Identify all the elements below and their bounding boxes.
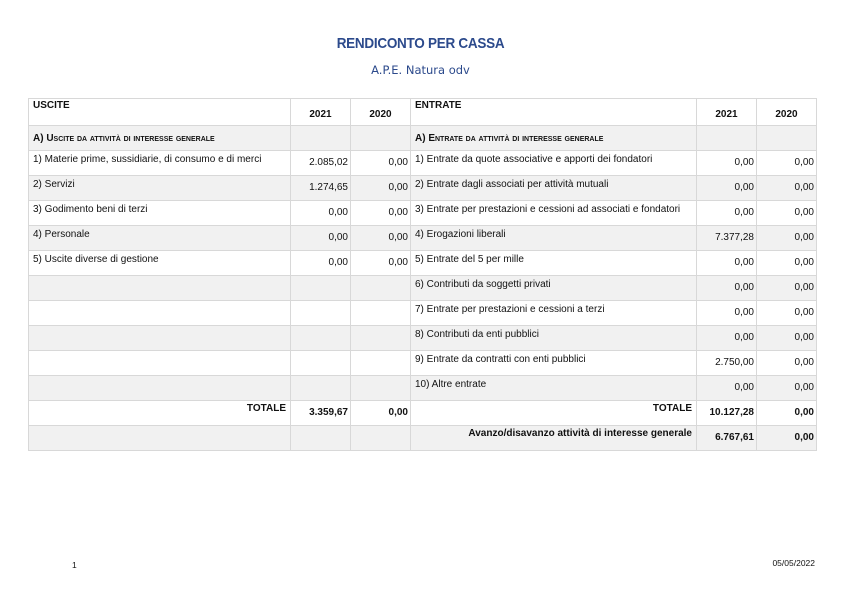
entrate-item-label: 8) Contributi da enti pubblici	[411, 326, 697, 351]
rendiconto-table-body	[29, 99, 817, 451]
entrate-item-label: 1) Entrate da quote associative e apporti dei fondatori	[411, 151, 697, 176]
document-date: 05/05/2022	[772, 558, 815, 568]
avanzo-2021: 6.767,61	[697, 426, 757, 451]
entrate-header: ENTRATE	[411, 99, 697, 126]
entrate-section-label	[411, 126, 697, 151]
uscite-item-2020: 0,00	[351, 176, 411, 201]
uscite-item-label: 1) Materie prime, sussidiarie, di consumo e di merci	[29, 151, 291, 176]
entrate-item-label: 2) Entrate dagli associati per attività mutuali	[411, 176, 697, 201]
entrate-year-current: 2021	[697, 99, 757, 126]
uscite-year-previous: 2020	[351, 99, 411, 126]
table-row	[29, 326, 817, 351]
entrate-item-label: 10) Altre entrate	[411, 376, 697, 401]
entrate-item-2021: 0,00	[697, 376, 757, 401]
empty-cell	[697, 126, 757, 151]
page-title: RENDICONTO PER CASSA	[336, 35, 505, 52]
empty-cell	[291, 426, 351, 451]
table-row	[29, 276, 817, 301]
entrate-item-label: 5) Entrate del 5 per mille	[411, 251, 697, 276]
empty-cell	[291, 126, 351, 151]
entrate-item-label: 4) Erogazioni liberali	[411, 226, 697, 251]
uscite-item-2020: 0,00	[351, 251, 411, 276]
uscite-item-2020	[351, 276, 411, 301]
table-row	[29, 201, 817, 226]
empty-cell	[351, 126, 411, 151]
uscite-item-2021	[291, 276, 351, 301]
uscite-item-2021: 0,00	[291, 226, 351, 251]
uscite-item-2020: 0,00	[351, 226, 411, 251]
entrate-item-2020: 0,00	[757, 301, 817, 326]
uscite-item-2020	[351, 351, 411, 376]
entrate-totale-label: TOTALE	[411, 401, 697, 426]
uscite-item-label: 5) Uscite diverse di gestione	[29, 251, 291, 276]
uscite-totale-2021: 3.359,67	[291, 401, 351, 426]
table-row	[29, 226, 817, 251]
uscite-item-label: 2) Servizi	[29, 176, 291, 201]
entrate-item-2020: 0,00	[757, 351, 817, 376]
entrate-item-2021: 2.750,00	[697, 351, 757, 376]
entrate-item-label: 7) Entrate per prestazioni e cessioni a terzi	[411, 301, 697, 326]
table-row	[29, 151, 817, 176]
uscite-item-2021	[291, 326, 351, 351]
uscite-item-label	[29, 276, 291, 301]
uscite-item-label	[29, 326, 291, 351]
uscite-item-2020: 0,00	[351, 151, 411, 176]
uscite-item-2021: 0,00	[291, 251, 351, 276]
entrate-item-2021: 0,00	[697, 176, 757, 201]
rendiconto-table	[28, 98, 817, 451]
page-number: 1	[72, 560, 77, 570]
entrate-item-2021: 7.377,28	[697, 226, 757, 251]
section-row	[29, 126, 817, 151]
entrate-item-2020: 0,00	[757, 226, 817, 251]
uscite-year-current: 2021	[291, 99, 351, 126]
organization-name: A.P.E. Natura odv	[371, 63, 470, 77]
entrate-item-2020: 0,00	[757, 201, 817, 226]
uscite-item-2021	[291, 301, 351, 326]
empty-cell	[29, 426, 291, 451]
header-row	[29, 99, 817, 126]
entrate-item-label: 9) Entrate da contratti con enti pubblici	[411, 351, 697, 376]
uscite-item-label	[29, 376, 291, 401]
entrate-item-2020: 0,00	[757, 176, 817, 201]
entrate-item-label: 6) Contributi da soggetti privati	[411, 276, 697, 301]
entrate-item-label: 3) Entrate per prestazioni e cessioni ad associati e fondatori	[411, 201, 697, 226]
entrate-item-2020: 0,00	[757, 151, 817, 176]
avanzo-label: Avanzo/disavanzo attività di interesse generale	[411, 426, 697, 451]
table-row	[29, 301, 817, 326]
uscite-totale-2020: 0,00	[351, 401, 411, 426]
uscite-item-label	[29, 301, 291, 326]
entrate-item-2020: 0,00	[757, 326, 817, 351]
uscite-item-label: 4) Personale	[29, 226, 291, 251]
entrate-item-2020: 0,00	[757, 376, 817, 401]
totale-row	[29, 401, 817, 426]
entrate-item-2020: 0,00	[757, 251, 817, 276]
uscite-section-label	[29, 126, 291, 151]
uscite-item-label	[29, 351, 291, 376]
entrate-totale-2020: 0,00	[757, 401, 817, 426]
table-row	[29, 251, 817, 276]
uscite-item-2021	[291, 351, 351, 376]
uscite-item-2020	[351, 376, 411, 401]
uscite-item-2020	[351, 301, 411, 326]
entrate-item-2021: 0,00	[697, 201, 757, 226]
entrate-item-2021: 0,00	[697, 301, 757, 326]
empty-cell	[757, 126, 817, 151]
table-row	[29, 351, 817, 376]
uscite-item-2021: 2.085,02	[291, 151, 351, 176]
entrate-item-2021: 0,00	[697, 151, 757, 176]
entrate-year-previous: 2020	[757, 99, 817, 126]
uscite-item-label: 3) Godimento beni di terzi	[29, 201, 291, 226]
entrate-item-2021: 0,00	[697, 251, 757, 276]
uscite-item-2021: 0,00	[291, 201, 351, 226]
uscite-section-text: A) Uscite da attività di interesse generale	[33, 132, 215, 144]
entrate-section-text: A) Entrate da attività di interesse generale	[415, 132, 604, 144]
uscite-totale-label: TOTALE	[29, 401, 291, 426]
table-row	[29, 376, 817, 401]
entrate-totale-2021: 10.127,28	[697, 401, 757, 426]
entrate-item-2020: 0,00	[757, 276, 817, 301]
uscite-item-2020	[351, 326, 411, 351]
uscite-header: USCITE	[29, 99, 291, 126]
empty-cell	[351, 426, 411, 451]
uscite-item-2021: 1.274,65	[291, 176, 351, 201]
avanzo-row	[29, 426, 817, 451]
avanzo-2020: 0,00	[757, 426, 817, 451]
entrate-item-2021: 0,00	[697, 276, 757, 301]
table-row	[29, 176, 817, 201]
uscite-item-2021	[291, 376, 351, 401]
uscite-item-2020: 0,00	[351, 201, 411, 226]
entrate-item-2021: 0,00	[697, 326, 757, 351]
